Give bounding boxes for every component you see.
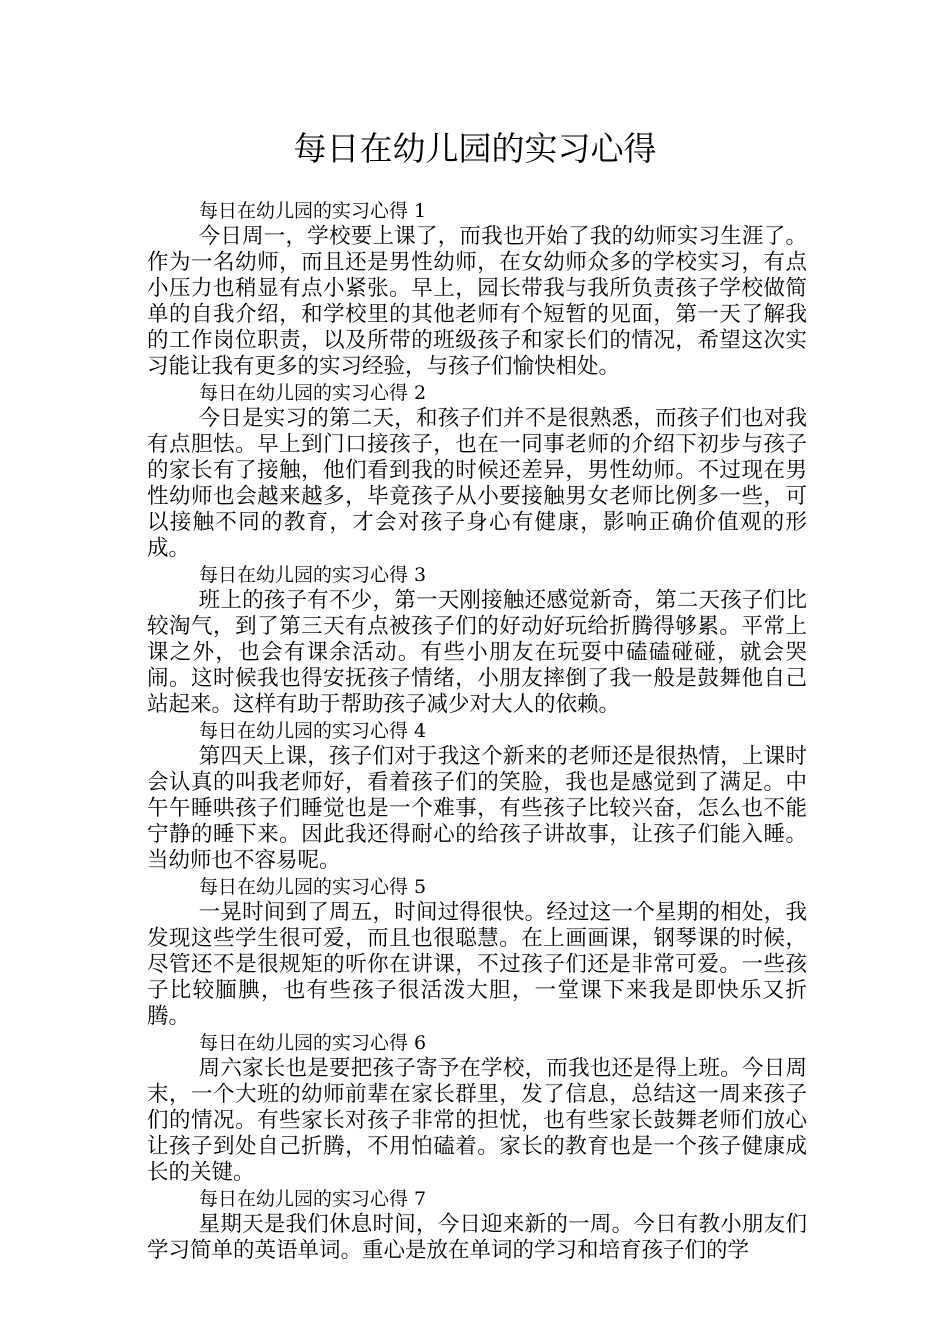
section-paragraph: 班上的孩子有不少，第一天刚接触还感觉新奇，第二天孩子们比较淘气，到了第三天有点被孩子们的好动好玩给折腾得够累。平常上课之外，也会有课余活动。有些小朋友在玩耍中磕磕碰碰，就会哭闹。这时候我也得安抚孩子情绪，小朋友摔倒了我一般是鼓舞他自己站起来。这样有助于帮助孩子减少对大人的依赖。 xyxy=(147,588,807,717)
section-paragraph: 今日周一，学校要上课了，而我也开始了我的幼师实习生涯了。作为一名幼师，而且还是男性幼师，在女幼师众多的学校实习，有点小压力也稍显有点小紧张。早上，园长带我与我所负责孩子学校做简单的自我介绍，和学校里的其他老师有个短暂的见面，第一天了解我的工作岗位职责，以及所带的班级孩子和家长们的情况，希望这次实习能让我有更多的实习经验，与孩子们愉快相处。 xyxy=(147,224,807,379)
section-1 xyxy=(147,198,807,380)
document-body xyxy=(147,198,807,1264)
section-paragraph: 今日是实习的第二天，和孩子们并不是很熟悉，而孩子们也对我有点胆怯。早上到门口接孩子，也在一同事老师的介绍下初步与孩子的家长有了接触，他们看到我的时候还差异，男性幼师。不过现在男性幼师也会越来越多，毕竟孩子从小要接触男女老师比例多一些，可以接触不同的教育，才会对孩子身心有健康，影响正确价值观的形成。 xyxy=(147,406,807,561)
section-paragraph: 一晃时间到了周五，时间过得很快。经过这一个星期的相处，我发现这些学生很可爱，而且也很聪慧。在上画画课，钢琴课的时候，尽管还不是很规矩的听你在讲课，不过孩子们还是非常可爱。一些孩子比较腼腆，也有些孩子很活泼大胆，一堂课下来我是即快乐又折腾。 xyxy=(147,900,807,1029)
section-3 xyxy=(147,562,807,718)
section-heading: 每日在幼儿园的实习心得 7 xyxy=(199,1188,427,1210)
section-6 xyxy=(147,1030,807,1186)
section-4 xyxy=(147,718,807,874)
section-2 xyxy=(147,380,807,562)
section-heading: 每日在幼儿园的实习心得 3 xyxy=(199,564,427,586)
section-paragraph: 周六家长也是要把孩子寄予在学校，而我也还是得上班。今日周末，一个大班的幼师前辈在家长群里，发了信息，总结这一周来孩子们的情况。有些家长对孩子非常的担忧，也有些家长鼓舞老师们放心让孩子到处自己折腾，不用怕磕着。家长的教育也是一个孩子健康成长的关键。 xyxy=(147,1056,807,1185)
section-paragraph: 第四天上课，孩子们对于我这个新来的老师还是很热情，上课时会认真的叫我老师好，看着孩子们的笑脸，我也是感觉到了满足。中午午睡哄孩子们睡觉也是一个难事，有些孩子比较兴奋，怎么也不能宁静的睡下来。因此我还得耐心的给孩子讲故事，让孩子们能入睡。当幼师也不容易呢。 xyxy=(147,744,807,873)
section-heading: 每日在幼儿园的实习心得 6 xyxy=(199,1032,427,1054)
section-heading: 每日在幼儿园的实习心得 4 xyxy=(199,720,427,742)
section-paragraph: 星期天是我们休息时间，今日迎来新的一周。今日有教小朋友们学习简单的英语单词。重心是放在单词的学习和培育孩子们的学 xyxy=(147,1212,807,1263)
section-heading: 每日在幼儿园的实习心得 1 xyxy=(199,200,427,222)
section-7 xyxy=(147,1186,807,1264)
section-heading: 每日在幼儿园的实习心得 5 xyxy=(199,876,427,898)
section-5 xyxy=(147,874,807,1030)
document-title: 每日在幼儿园的实习心得 xyxy=(293,129,657,168)
section-heading: 每日在幼儿园的实习心得 2 xyxy=(199,382,427,404)
